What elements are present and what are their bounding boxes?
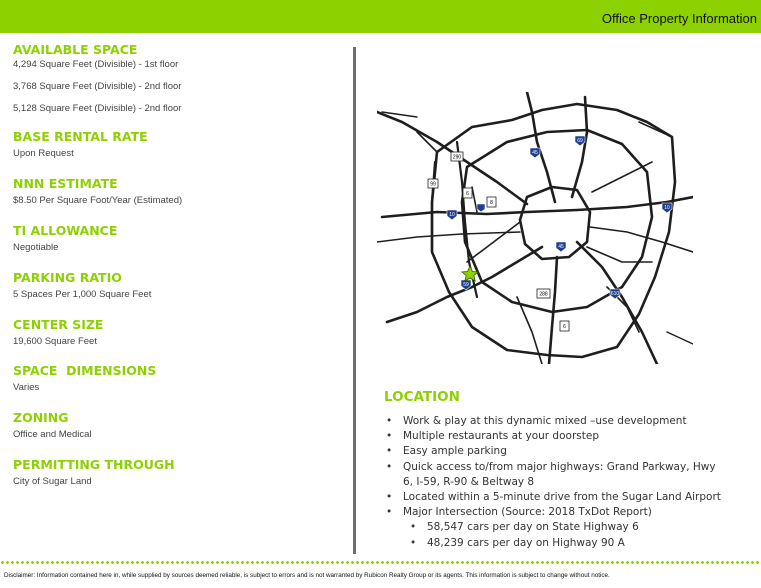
zoning-value: Office and Medical (13, 429, 92, 440)
ti-allowance-value: Negotiable (13, 242, 59, 253)
parking-ratio-heading: PARKING RATIO (13, 270, 122, 285)
svg-text:99: 99 (430, 181, 436, 188)
shield-99-icon (428, 179, 438, 188)
zoning-section (13, 410, 92, 440)
nnn-estimate-section (13, 176, 182, 206)
svg-text:288: 288 (539, 291, 548, 298)
list-item: • 48,239 cars per day on Highway 90 A (386, 536, 726, 551)
permitting-section (13, 457, 175, 487)
svg-text:69: 69 (577, 138, 583, 144)
nnn-estimate-value: $8.50 Per Square Foot/Year (Estimated) (13, 195, 183, 206)
list-item: • Quick access to/from major highways: Grand Parkway, Hwy 6, I-59, R-90 & Beltway 8 (386, 460, 726, 490)
svg-text:10: 10 (664, 205, 670, 211)
ti-allowance-heading: TI ALLOWANCE (13, 223, 118, 238)
shield-6-north-icon (463, 188, 472, 198)
space-dimensions-section (13, 363, 156, 393)
shield-69-north-icon (575, 136, 585, 146)
page-title: Office Property Information (601, 11, 757, 26)
i10-road (382, 197, 693, 217)
hwy99-road (432, 162, 435, 252)
list-item: • Work & play at this dynamic mixed –use development (386, 414, 726, 429)
svg-text:10: 10 (449, 212, 455, 218)
permitting-heading: PERMITTING THROUGH (13, 457, 175, 472)
base-rental-rate-value: Upon Request (13, 148, 74, 159)
column-divider (353, 47, 356, 554)
svg-text:290: 290 (452, 154, 462, 161)
center-size-heading: CENTER SIZE (13, 317, 104, 332)
svg-text:8: 8 (490, 200, 493, 206)
sub-bullets-container (386, 520, 726, 550)
list-item: • 58,547 cars per day on State Highway 6 (386, 520, 726, 535)
list-item: • Located within a 5-minute drive from the Sugar Land Airport (386, 490, 726, 505)
svg-text:45: 45 (532, 150, 538, 156)
shield-10-mid-icon (477, 204, 485, 212)
highway-map (377, 92, 693, 364)
disclaimer-text: Disclaimer: Information contained here in, while supplied by sources deemed reliable, is subject to errors and is not warranted by Rubicon Realty Group or its agents. This information is subject to change without notice. (4, 572, 610, 579)
nnn-estimate-heading: NNN ESTIMATE (13, 176, 118, 191)
space-dimensions-value: Varies (13, 382, 40, 393)
traffic-counts (386, 520, 726, 550)
shield-288-icon (537, 289, 550, 298)
permitting-value: City of Sugar Land (13, 476, 92, 487)
shield-45-north-icon (530, 148, 540, 158)
footer-dotted-divider (0, 561, 761, 564)
shield-290-icon (451, 152, 463, 161)
shield-6-south-icon (560, 321, 569, 331)
available-space-value-2: 3,768 Square Feet (Divisible) - 2nd floor (13, 81, 182, 92)
center-size-section (13, 317, 103, 347)
svg-text:6: 6 (563, 324, 566, 330)
svg-text:59: 59 (463, 282, 469, 288)
space-dimensions-heading: SPACE DIMENSIONS (13, 363, 157, 378)
shield-10-west-icon (447, 210, 457, 220)
center-size-value: 19,600 Square Feet (13, 336, 97, 347)
svg-text:610: 610 (610, 291, 620, 297)
beltway-8-road (462, 130, 652, 312)
base-rental-rate-heading: BASE RENTAL RATE (13, 129, 148, 144)
list-item: • Easy ample parking (386, 444, 726, 459)
i69-north-road (572, 97, 587, 197)
svg-text:45: 45 (558, 244, 564, 250)
parking-ratio-value: 5 Spaces Per 1,000 Square Feet (13, 289, 152, 300)
ti-allowance-section (13, 223, 117, 253)
list-item: • Multiple restaurants at your doorstep (386, 429, 726, 444)
parking-ratio-section (13, 270, 151, 300)
list-item: • Major Intersection (Source: 2018 TxDot Report) (386, 505, 726, 520)
location-bullets (386, 414, 726, 551)
shield-45-mid-icon (556, 242, 566, 252)
base-rental-rate-section (13, 129, 148, 159)
svg-text:6: 6 (466, 191, 469, 197)
location-heading: LOCATION (384, 389, 460, 405)
available-space-value-1: 4,294 Square Feet (Divisible) - 1st floor (13, 59, 179, 70)
available-space-value-3: 5,128 Square Feet (Divisible) - 2nd floor (13, 103, 182, 114)
shield-8-icon (487, 197, 496, 207)
zoning-heading: ZONING (13, 410, 69, 425)
available-space-section (13, 42, 137, 57)
available-space-heading: AVAILABLE SPACE (13, 42, 138, 57)
